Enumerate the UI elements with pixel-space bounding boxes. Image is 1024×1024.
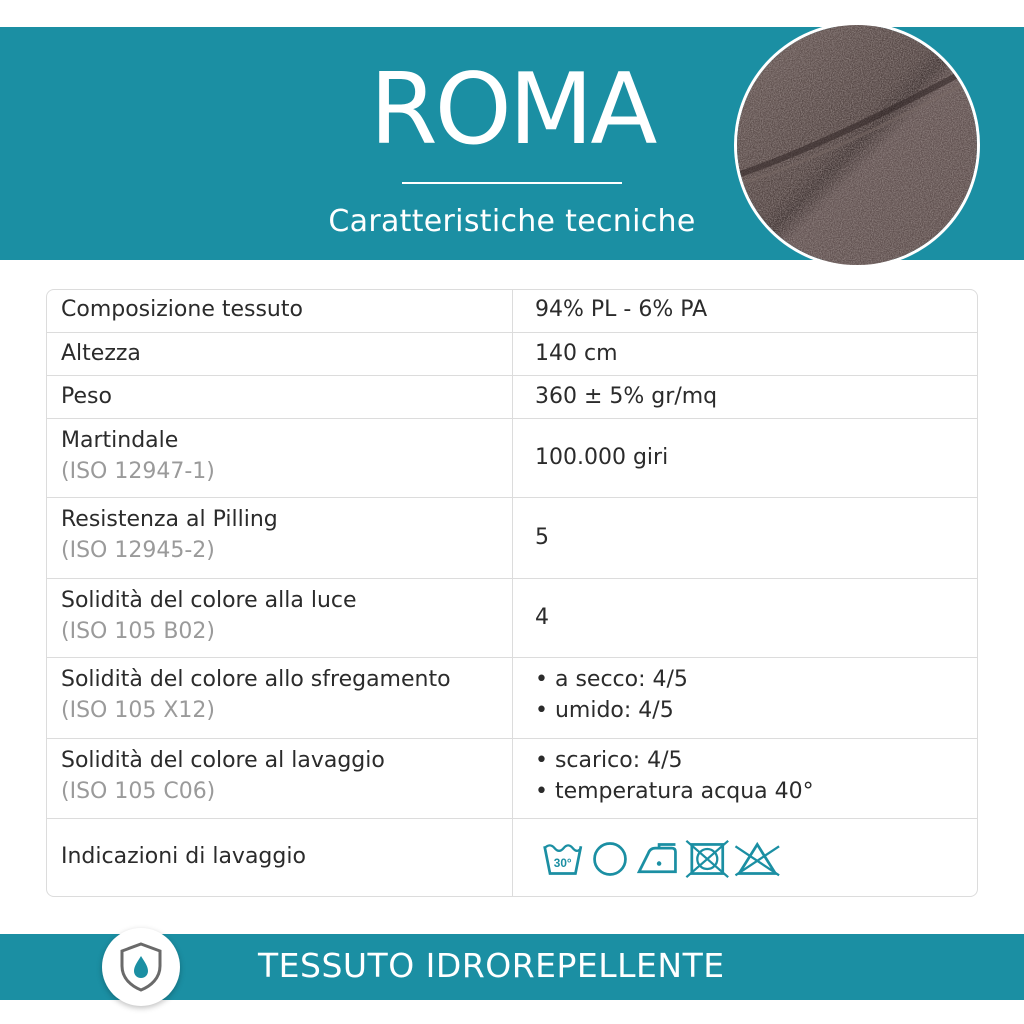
water-shield-icon [102, 928, 180, 1006]
page-subtitle: Caratteristiche tecniche [328, 204, 696, 239]
spec-value-cell [513, 658, 977, 738]
specs-table [46, 289, 978, 897]
water-shield-badge [102, 928, 180, 1006]
table-row [47, 657, 977, 738]
spec-label: Solidità del colore al lavaggio [61, 748, 385, 773]
table-row [47, 290, 977, 332]
spec-label-cell [47, 333, 513, 375]
spec-label-cell [47, 819, 513, 896]
spec-value: 100.000 giri [535, 444, 669, 470]
product-title: ROMA [369, 53, 655, 167]
table-row [47, 497, 977, 578]
spec-value: 4 [535, 604, 549, 630]
spec-value-cell [513, 498, 977, 578]
spec-value-line: • umido: 4/5 [535, 698, 674, 723]
spec-value-cell [513, 819, 977, 896]
table-row [47, 818, 977, 896]
spec-standard: (ISO 105 C06) [61, 779, 216, 804]
spec-label: Resistenza al Pilling [61, 507, 278, 532]
spec-label: Composizione tessuto [61, 297, 303, 322]
spec-value-cell [513, 376, 977, 418]
spec-standard: (ISO 12947-1) [61, 459, 215, 484]
spec-standard: (ISO 105 X12) [61, 698, 215, 723]
spec-label-cell [47, 579, 513, 657]
care-icons [535, 839, 805, 879]
spec-standard: (ISO 12945-2) [61, 538, 215, 563]
table-row [47, 738, 977, 818]
spec-label: Altezza [61, 340, 141, 366]
spec-value: 140 cm [535, 340, 618, 366]
title-divider [402, 182, 622, 184]
iron-low-icon [639, 844, 675, 871]
spec-value-line: • temperatura acqua 40° [535, 779, 814, 804]
fabric-swatch-image [737, 25, 977, 265]
spec-value: 5 [535, 524, 549, 550]
spec-value-cell [513, 333, 977, 375]
spec-label-cell [47, 419, 513, 497]
table-row [47, 332, 977, 375]
spec-label-cell [47, 290, 513, 332]
spec-label-cell [47, 376, 513, 418]
spec-label-cell [47, 498, 513, 578]
spec-value-cell [513, 290, 977, 332]
spec-label-cell [47, 739, 513, 818]
table-row [47, 578, 977, 657]
spec-label: Solidità del colore allo sfregamento [61, 667, 451, 692]
spec-value: 360 ± 5% gr/mq [535, 383, 718, 409]
no-bleach-icon [735, 844, 779, 875]
footer-label: TESSUTO IDROREPELLENTE [258, 946, 725, 985]
dry-clean-icon [595, 844, 626, 875]
spec-value-cell [513, 739, 977, 818]
no-tumble-dry-icon [686, 841, 728, 877]
spec-label: Indicazioni di lavaggio [61, 844, 306, 869]
spec-label: Martindale [61, 428, 179, 453]
spec-standard: (ISO 105 B02) [61, 619, 215, 644]
svg-text:30°: 30° [553, 856, 572, 871]
wash-30-icon [545, 845, 581, 873]
spec-value-line: • a secco: 4/5 [535, 667, 688, 692]
spec-label: Peso [61, 383, 112, 409]
spec-value-cell [513, 579, 977, 657]
spec-value-line: • scarico: 4/5 [535, 748, 683, 773]
spec-value-cell [513, 419, 977, 497]
table-row [47, 375, 977, 418]
spec-value: 94% PL - 6% PA [535, 297, 708, 322]
spec-label-cell [47, 658, 513, 738]
table-row [47, 418, 977, 497]
spec-label: Solidità del colore alla luce [61, 588, 357, 613]
